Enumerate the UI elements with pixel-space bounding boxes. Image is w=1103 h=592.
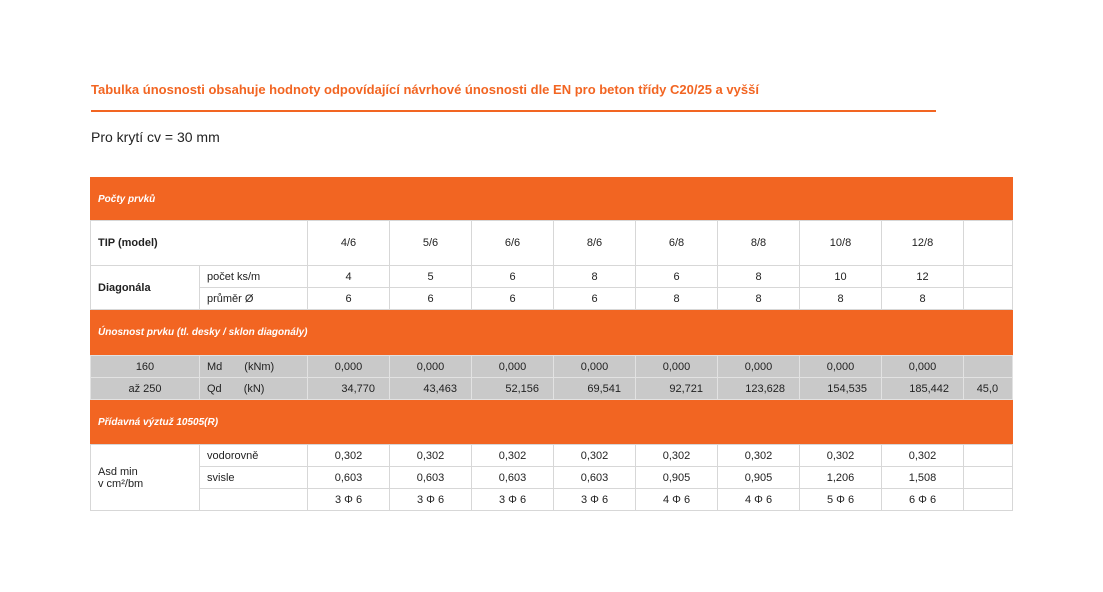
- table-cell: 154,535: [800, 378, 882, 400]
- table-cell: 4 Φ 6: [718, 489, 800, 511]
- row-label-asd: [91, 445, 200, 511]
- table-cell: 0,302: [718, 445, 800, 467]
- table-cell: 92,721: [636, 378, 718, 400]
- row-label: Diagonála: [91, 266, 200, 310]
- table-cell: 6: [636, 266, 718, 288]
- table-cell: 3 Φ 6: [554, 489, 636, 511]
- table-cell-empty: [964, 221, 1013, 266]
- table-cell: 0,302: [308, 445, 390, 467]
- table-cell: 69,541: [554, 378, 636, 400]
- section-title: Počty prvků: [91, 178, 1013, 221]
- table-cell: 8: [882, 288, 964, 310]
- table-row-pocet: [91, 266, 1013, 288]
- table-cell-empty: [964, 288, 1013, 310]
- section-header-counts: [91, 178, 1013, 221]
- row-sublabel: vodorovně: [200, 445, 308, 467]
- table-cell: 0,603: [390, 467, 472, 489]
- table-cell: 3 Φ 6: [472, 489, 554, 511]
- table-cell: 6: [554, 288, 636, 310]
- table-cell: 8: [718, 266, 800, 288]
- asd-label-line1: Asd min: [98, 465, 138, 478]
- row-sublabel: svisle: [200, 467, 308, 489]
- table-cell: 8: [718, 288, 800, 310]
- qd-unit: (kN): [243, 382, 265, 395]
- table-cell: 43,463: [390, 378, 472, 400]
- table-row-tip: [91, 221, 1013, 266]
- table-cell: 0,000: [882, 356, 964, 378]
- table-cell: 0,302: [636, 445, 718, 467]
- table-cell: 0,000: [718, 356, 800, 378]
- table-cell: 0,603: [472, 467, 554, 489]
- table-cell: 0,302: [882, 445, 964, 467]
- row-sublabel: počet ks/m: [200, 266, 308, 288]
- table-cell: 0,000: [554, 356, 636, 378]
- table-cell: 6/6: [472, 221, 554, 266]
- table-cell: 0,000: [472, 356, 554, 378]
- table-row-prumer: [91, 288, 1013, 310]
- qd-symbol: Qd: [207, 382, 222, 395]
- table-row-qd: [91, 378, 1013, 400]
- table-cell-empty: [964, 489, 1013, 511]
- table-cell: 0,603: [308, 467, 390, 489]
- table-cell: 0,302: [800, 445, 882, 467]
- table-row-bars: [91, 489, 1013, 511]
- table-cell: 10/8: [800, 221, 882, 266]
- section-title: Únosnost prvku (tl. desky / sklon diagonály): [91, 310, 1013, 356]
- table-cell: 0,000: [308, 356, 390, 378]
- md-unit: (kNm): [244, 360, 275, 373]
- table-cell: 6: [390, 288, 472, 310]
- table-cell: 123,628: [718, 378, 800, 400]
- table-cell: 185,442: [882, 378, 964, 400]
- row-label-thickness: až 250: [91, 378, 200, 400]
- table-cell: 4 Φ 6: [636, 489, 718, 511]
- table-cell: 6: [472, 266, 554, 288]
- table-row-md: [91, 356, 1013, 378]
- table-cell: 6: [308, 288, 390, 310]
- table-cell: 8: [636, 288, 718, 310]
- table-cell: 0,905: [718, 467, 800, 489]
- table-cell: 0,302: [472, 445, 554, 467]
- row-label-thickness: 160: [91, 356, 200, 378]
- table-cell: 12/8: [882, 221, 964, 266]
- section-header-capacity: [91, 310, 1013, 356]
- table-cell: 8/8: [718, 221, 800, 266]
- table-cell: 8: [800, 288, 882, 310]
- table-cell: 1,206: [800, 467, 882, 489]
- row-sublabel: [200, 356, 308, 378]
- table-row-svisle: [91, 467, 1013, 489]
- table-cell: 4: [308, 266, 390, 288]
- table-cell: 0,603: [554, 467, 636, 489]
- table-cell: 6 Φ 6: [882, 489, 964, 511]
- table-cell: 6/8: [636, 221, 718, 266]
- table-cell: 3 Φ 6: [390, 489, 472, 511]
- row-label: TIP (model): [91, 221, 308, 266]
- table-row-vodorovne: [91, 445, 1013, 467]
- table-cell-empty: [964, 266, 1013, 288]
- table-cell: 0,000: [636, 356, 718, 378]
- table-cell: 8/6: [554, 221, 636, 266]
- table-cell-angle: 45,0: [964, 378, 1013, 400]
- table-cell: 52,156: [472, 378, 554, 400]
- table-cell: 0,302: [390, 445, 472, 467]
- capacity-table: [90, 177, 1013, 511]
- table-cell: 0,905: [636, 467, 718, 489]
- table-cell: 3 Φ 6: [308, 489, 390, 511]
- section-header-reinforcement: [91, 400, 1013, 445]
- row-sublabel: průměr Ø: [200, 288, 308, 310]
- table-cell: 1,508: [882, 467, 964, 489]
- table-cell: 5: [390, 266, 472, 288]
- table-cell: 34,770: [308, 378, 390, 400]
- row-sublabel-empty: [200, 489, 308, 511]
- table-cell: 4/6: [308, 221, 390, 266]
- section-title: Přídavná výztuž 10505(R): [91, 400, 1013, 445]
- table-cell: 6: [472, 288, 554, 310]
- md-symbol: Md: [207, 360, 223, 373]
- table-cell: 12: [882, 266, 964, 288]
- table-cell: 0,302: [554, 445, 636, 467]
- table-cell: 8: [554, 266, 636, 288]
- table-cell-empty: [964, 356, 1013, 378]
- table-cell: 0,000: [800, 356, 882, 378]
- row-sublabel: [200, 378, 308, 400]
- cover-subheading: Pro krytí cv = 30 mm: [91, 129, 220, 145]
- table-cell-empty: [964, 445, 1013, 467]
- table-cell: 5 Φ 6: [800, 489, 882, 511]
- table-cell-empty: [964, 467, 1013, 489]
- table-cell: 10: [800, 266, 882, 288]
- asd-label-line2: v cm²/bm: [98, 477, 144, 490]
- table-cell: 5/6: [390, 221, 472, 266]
- table-cell: 0,000: [390, 356, 472, 378]
- page-heading: Tabulka únosnosti obsahuje hodnoty odpovídající návrhové únosnosti dle EN pro beton třídy C20/25 a vyšší: [91, 82, 936, 112]
